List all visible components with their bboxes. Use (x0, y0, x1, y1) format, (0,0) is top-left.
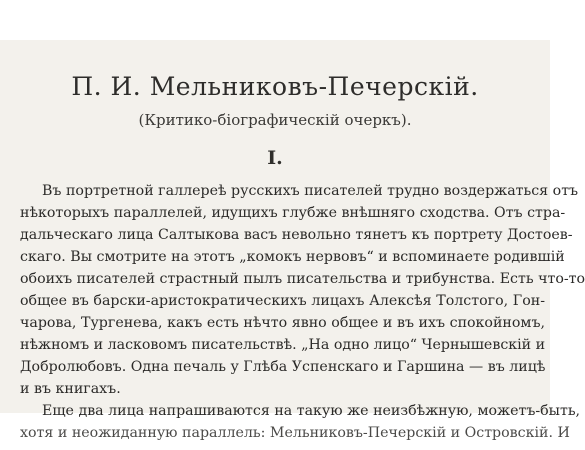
body-text (20, 180, 585, 441)
section-heading: I. (267, 147, 283, 169)
text-line: дальческаго лица Салтыкова васъ невольно тянетъ къ портрету Достоев- (20, 227, 573, 243)
text-line: Добролюбовъ. Одна печаль у Глѣба Успенскаго и Гаршина — въ лицѣ (20, 359, 546, 375)
text-line: Въ портретной галлереѣ русскихъ писателей трудно воздержаться отъ (42, 183, 579, 199)
text-line-partial: хотя и неожиданную параллель: Мельниковъ-Печерскій и Островскій. И (20, 425, 570, 441)
page-subtitle: (Критико-біографическій очеркъ). (138, 111, 412, 129)
text-line: скаго. Вы смотрите на этотъ „комокъ нервовъ“ и вспоминаете родившій (20, 249, 565, 265)
text-line: общее въ барски-аристократическихъ лицахъ Алексѣя Толстого, Гон- (20, 293, 545, 309)
text-line: обоихъ писателей страстный пылъ писательства и трибунства. Есть что-то (20, 271, 585, 287)
text-line: нѣжномъ и ласковомъ писательствѣ. „На одно лицо“ Чернышевскій и (20, 337, 546, 353)
text-line: и въ книгахъ. (20, 381, 121, 397)
text-line: чарова, Тургенева, какъ есть нѣчто явно общее и въ ихъ спокойномъ, (20, 315, 545, 331)
text-line: нѣкоторыхъ параллелей, идущихъ глубже внѣшняго сходства. Отъ стра- (20, 205, 566, 221)
page-title: П. И. Мельниковъ-Печерскій. (71, 72, 479, 101)
text-line: Еще два лица напрашиваются на такую же неизбѣжную, можетъ-быть, (42, 403, 581, 419)
book-page (0, 40, 585, 441)
